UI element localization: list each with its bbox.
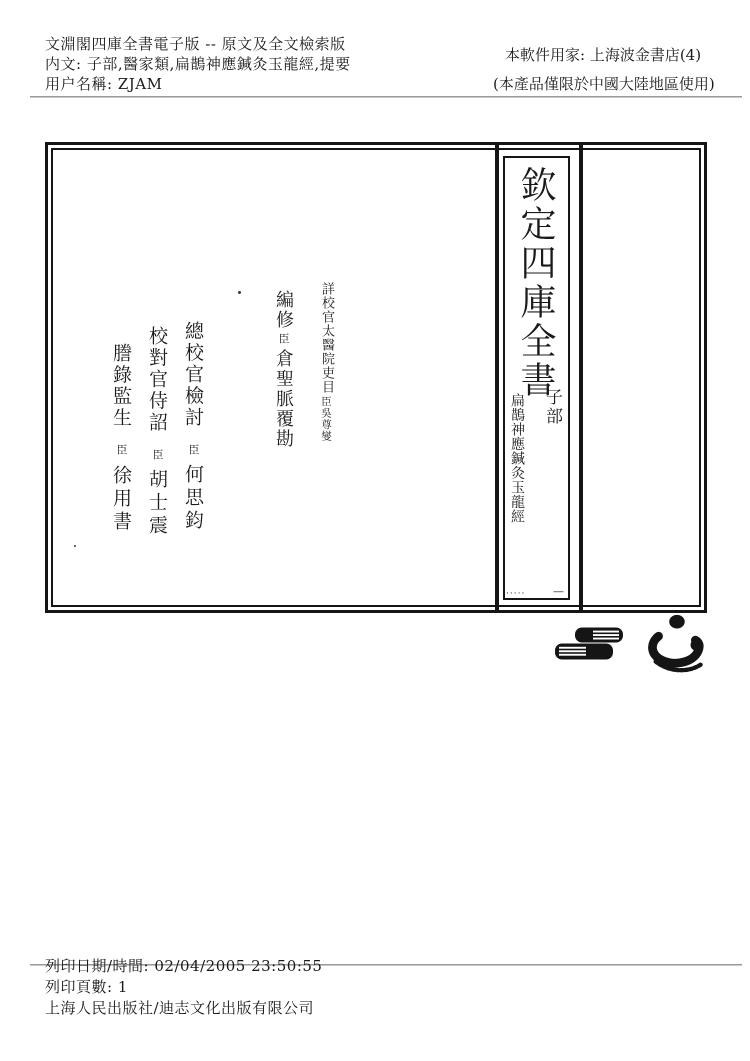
credit-title: 編修 xyxy=(273,290,294,330)
fold-mark-dash: — xyxy=(553,585,564,598)
credit-title: 詳校官太醫院吏目 xyxy=(319,282,334,394)
credit-title: 總校官檢討 xyxy=(182,321,204,429)
brush-circle-seal-icon xyxy=(645,610,707,676)
license-restriction-line: (本產品僅限於中國大陸地區使用) xyxy=(493,75,715,93)
credit-name: 吳尊燮 xyxy=(320,407,332,442)
category-label: 子部 xyxy=(542,388,562,426)
credit-name: 倉聖脈 xyxy=(273,349,294,409)
credit-name: 何思鈞 xyxy=(182,464,204,533)
chen-label: 臣 xyxy=(277,333,290,346)
fold-mark-dots: ····· xyxy=(506,589,526,599)
credit-title: 謄錄監生 xyxy=(110,343,132,429)
header-divider xyxy=(30,96,742,98)
chen-label: 臣 xyxy=(151,448,164,462)
credit-column-collator xyxy=(147,326,166,538)
edition-title: 文淵閣四庫全書電子版 -- 原文及全文檢索版 xyxy=(45,35,346,53)
ink-speck xyxy=(74,545,76,547)
chen-label: 臣 xyxy=(320,396,332,408)
credit-title: 校對官侍詔 xyxy=(146,326,168,434)
book-title: 扁鵲神應鍼灸玉龍經 xyxy=(509,393,525,524)
credit-suffix: 覆勘 xyxy=(273,409,294,449)
credit-column-proofreader xyxy=(320,282,333,442)
licensee-line: 本軟件用家: 上海波金書店(4) xyxy=(505,46,702,64)
chen-label: 臣 xyxy=(115,444,128,458)
plate-border xyxy=(45,142,707,613)
stacked-books-icon xyxy=(555,627,623,661)
print-datetime: 列印日期/時間: 02/04/2005 23:50:55 xyxy=(45,957,323,975)
user-name: 用户名稱: ZJAM xyxy=(45,75,163,93)
main-title: 欽定四庫全書 xyxy=(515,166,556,400)
header-left xyxy=(45,34,351,94)
credit-name: 胡士震 xyxy=(146,469,168,538)
ink-speck xyxy=(238,291,241,294)
credit-column-chief-collator xyxy=(183,321,202,533)
credit-column-copyist xyxy=(111,343,130,534)
publisher-line: 上海人民出版社/迪志文化出版有限公司 xyxy=(45,999,315,1017)
chen-label: 臣 xyxy=(187,443,200,457)
credit-column-compiler xyxy=(274,290,292,449)
print-page-count: 列印頁數: 1 xyxy=(45,978,128,996)
content-path: 内文: 子部,醫家類,扁鵲神應鍼灸玉龍經,提要 xyxy=(45,55,351,73)
credit-name: 徐用書 xyxy=(110,464,132,534)
footer xyxy=(45,956,322,1019)
